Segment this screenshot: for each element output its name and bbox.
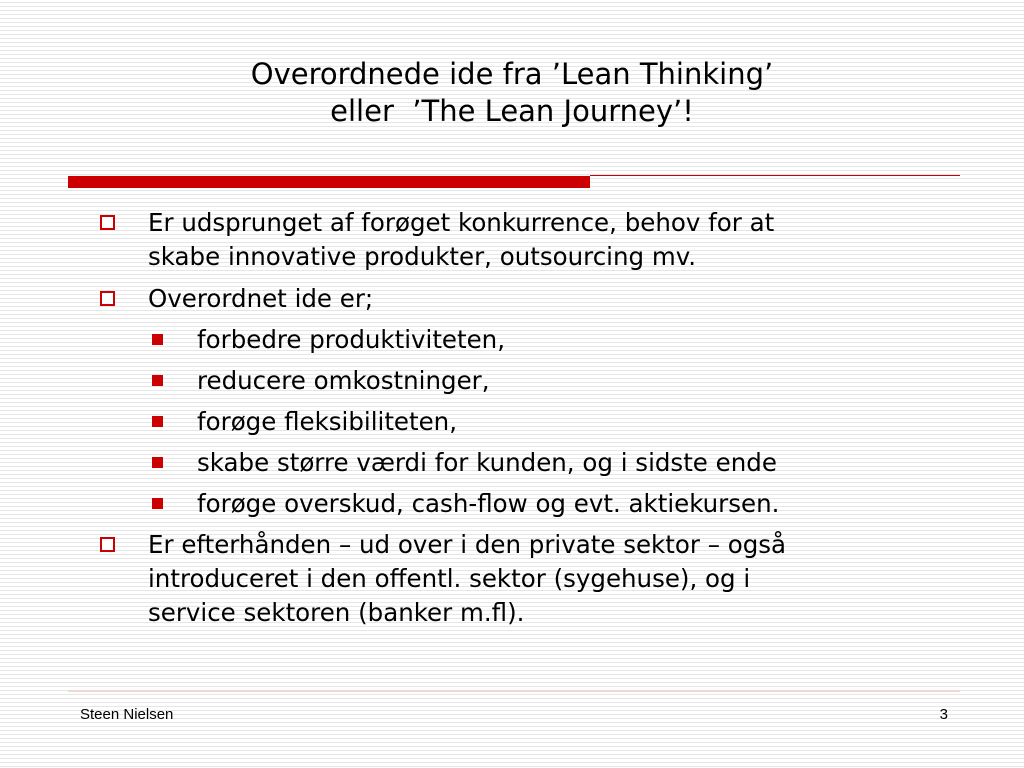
sub-bullet-item [197, 487, 779, 521]
footer-author: Steen Nielsen [80, 706, 174, 723]
title-divider-thick [68, 176, 590, 188]
bullet-item [148, 282, 373, 316]
solid-square-bullet-icon [152, 375, 163, 386]
bullet-text-line: Er efterhånden – ud over i den private sektor – også [148, 530, 787, 559]
hollow-square-bullet-icon [100, 215, 115, 230]
sub-bullet-item [197, 323, 505, 357]
hollow-square-bullet-icon [100, 291, 115, 306]
bullet-text-line: forøge overskud, cash-flow og evt. aktiekursen. [197, 489, 780, 518]
bullet-text-line: service sektoren (banker m.fl). [148, 598, 525, 627]
bullet-item [148, 206, 774, 274]
hollow-square-bullet-icon [100, 537, 115, 552]
slide-title-line: eller ’The Lean Journey’! [330, 94, 694, 128]
bullet-text-line: Er udsprunget af forøget konkurrence, behov for at [148, 208, 775, 237]
bullet-text-line: introduceret i den offentl. sektor (sygehuse), og i [148, 564, 751, 593]
title-divider-thin [590, 175, 960, 176]
bullet-text-line: skabe innovative produkter, outsourcing mv. [148, 242, 697, 271]
bullet-text-line: Overordnet ide er; [148, 284, 374, 313]
bullet-text-line: skabe større værdi for kunden, og i sidste ende [197, 448, 777, 477]
sub-bullet-item [197, 446, 777, 480]
sub-bullet-item [197, 405, 457, 439]
slide-title [0, 56, 1024, 130]
solid-square-bullet-icon [152, 457, 163, 468]
sub-bullet-item [197, 364, 490, 398]
footer-divider [68, 690, 960, 692]
bullet-text-line: forøge fleksibiliteten, [197, 407, 458, 436]
solid-square-bullet-icon [152, 334, 163, 345]
bullet-item [148, 528, 786, 630]
slide-number: 3 [939, 706, 948, 723]
solid-square-bullet-icon [152, 416, 163, 427]
bullet-text-line: reducere omkostninger, [197, 366, 490, 395]
bullet-text-line: forbedre produktiviteten, [197, 325, 505, 354]
slide-title-line: Overordnede ide fra ’Lean Thinking’ [250, 57, 774, 91]
solid-square-bullet-icon [152, 498, 163, 509]
